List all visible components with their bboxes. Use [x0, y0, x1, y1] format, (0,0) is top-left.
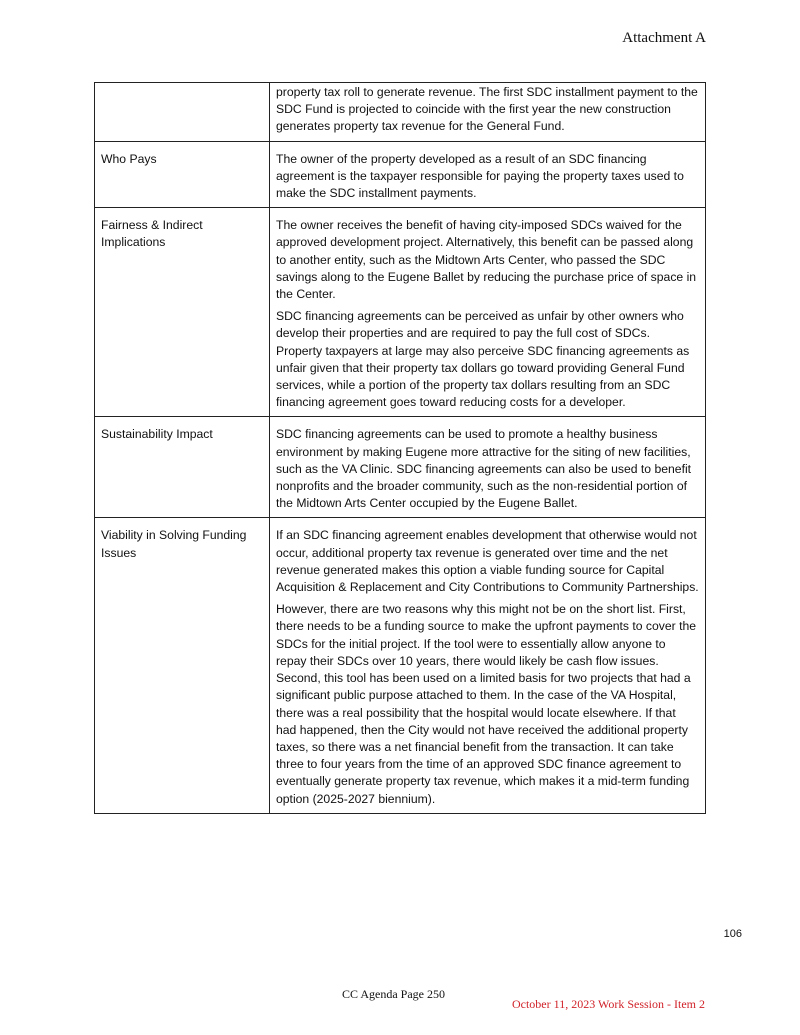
paragraph: SDC financing agreements can be perceived as unfair by other owners who develop their properties and are required to pay the full cost of SDCs. Property taxpayers at large may also perceive SDC financing agreements as unfair given that their property tax dollars go toward providing General Fund services, while a portion of the property tax dollars resulting from an SDC financing agreement goes toward reducing costs for a developer.: [276, 309, 690, 410]
table-row: [95, 417, 706, 518]
table-row: [95, 518, 706, 813]
row-label: [95, 83, 270, 142]
row-label: Fairness & Indirect Implications: [95, 208, 270, 417]
row-description: [270, 518, 706, 813]
row-label: Viability in Solving Funding Issues: [95, 518, 270, 813]
paragraph: property tax roll to generate revenue. The first SDC installment payment to the SDC Fund is projected to coincide with the first year the new construction generates property tax revenue for the General Fund.: [276, 85, 698, 134]
row-description: [270, 417, 706, 518]
row-description: [270, 141, 706, 208]
table-row: [95, 141, 706, 208]
row-description: [270, 83, 706, 142]
table-row: [95, 83, 706, 142]
row-label: Who Pays: [95, 141, 270, 208]
paragraph: SDC financing agreements can be used to promote a healthy business environment by making Eugene more attractive for the siting of new facilities, such as the VA Clinic. SDC financing agreements can also be used to benefit nonprofits and the broader community, such as the non-residential portion of the Midtown Arts Center occupied by the Eugene Ballet.: [276, 427, 692, 511]
table-row: [95, 208, 706, 417]
attachment-label: Attachment A: [622, 30, 706, 46]
page-number: 106: [723, 928, 742, 940]
paragraph: If an SDC financing agreement enables development that otherwise would not occur, additional property tax revenue is generated over time and the net revenue generated makes this option a viable funding source for Capital Acquisition & Replacement and City Contributions to Community Partnerships.: [276, 528, 699, 595]
policy-table: [94, 82, 706, 814]
row-label: Sustainability Impact: [95, 417, 270, 518]
session-stamp: October 11, 2023 Work Session - Item 2: [511, 997, 705, 1011]
paragraph: The owner of the property developed as a result of an SDC financing agreement is the taxpayer responsible for paying the property taxes used to make the SDC installment payments.: [276, 151, 684, 201]
row-description: [270, 208, 706, 417]
agenda-page-label: CC Agenda Page 250: [342, 987, 445, 1001]
paragraph: However, there are two reasons why this might not be on the short list. First, there needs to be a funding source to make the upfront payments to cover the SDCs for the initial project. If the tool were to essentially allow anyone to repay their SDCs over 10 years, there would likely be cash flow issues. Second, this tool has been used on a limited basis for two projects that had a significant public purpose attached to them. In the case of the VA Hospital, there was a real possibility that the hospital would locate elsewhere. If that had happened, then the City would not have received the additional property taxes, so there was a net financial benefit from the transaction. It can take three to four years from the time of an approved SDC finance agreement to eventually generate property tax revenue, which makes it a mid-term funding option (2025-2027 biennium).: [276, 602, 697, 806]
paragraph: The owner receives the benefit of having city-imposed SDCs waived for the approved development project. Alternatively, this benefit can be passed along to another entity, such as the Midtown Arts Center, who passed the SDC savings along to the Eugene Ballet by reducing the purchase price of space in the Center.: [276, 218, 697, 302]
